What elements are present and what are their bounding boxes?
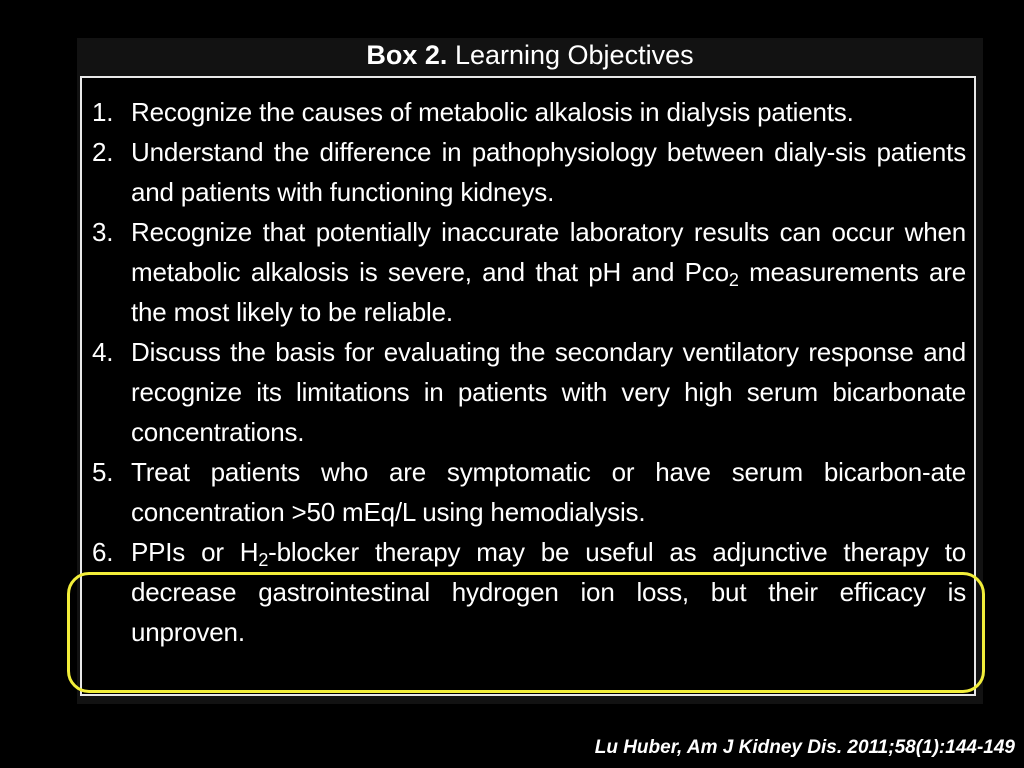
objective-item-highlighted: [92, 532, 966, 652]
objective-text-continued: measurements are the most likely to be reliable.: [131, 257, 966, 327]
objective-text: Understand the difference in pathophysiology between dialy-sis patients and patients with functioning kidneys.: [131, 137, 966, 207]
objective-text: Discuss the basis for evaluating the secondary ventilatory response and recognize its limitations in patients with very high serum bicarbonate concentrations.: [131, 337, 966, 447]
objective-text: Treat patients who are symptomatic or have serum bicarbon-ate concentration >50 mEq/L using hemodialysis.: [131, 457, 966, 527]
objective-text: Recognize the causes of metabolic alkalosis in dialysis patients.: [131, 97, 854, 127]
objective-number: 1.: [92, 97, 114, 127]
box-title: [77, 38, 983, 74]
learning-objectives-box: [77, 38, 983, 704]
citation: Lu Huber, Am J Kidney Dis. 2011;58(1):144-149: [594, 737, 1015, 758]
objective-number: 4.: [92, 337, 114, 367]
objectives-list: [92, 92, 966, 652]
objective-number: 3.: [92, 217, 114, 247]
box-heading: Learning Objectives: [454, 40, 694, 70]
subscript: 2: [728, 270, 739, 290]
objective-number: 2.: [92, 137, 114, 167]
objective-number: 5.: [92, 457, 114, 487]
objective-item: [92, 132, 966, 212]
subscript: 2: [258, 550, 269, 570]
objective-item: [92, 332, 966, 452]
objectives-frame: [80, 76, 976, 696]
objective-item: [92, 212, 966, 332]
objective-text-continued: -blocker therapy may be useful as adjunctive therapy to decrease gastrointestinal hydrogen ion loss, but their efficacy is unproven.: [131, 537, 966, 647]
objective-text: PPIs or H: [131, 537, 259, 567]
objective-number: 6.: [92, 537, 114, 567]
box-label: Box 2.: [366, 40, 448, 70]
objective-item: [92, 92, 966, 132]
objective-text: Recognize that potentially inaccurate laboratory results can occur when metabolic alkalosis is severe, and that pH and Pco: [131, 217, 966, 287]
objective-item: [92, 452, 966, 532]
